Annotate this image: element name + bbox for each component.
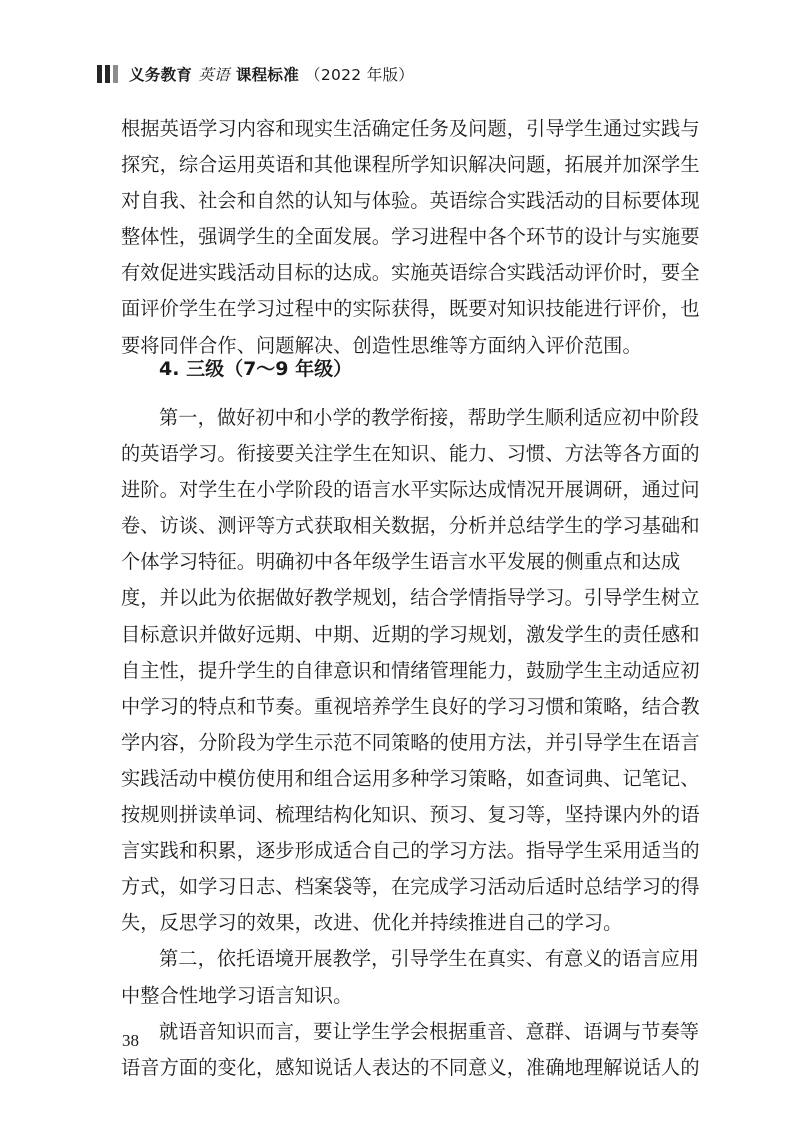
header-bar-marks (97, 65, 121, 83)
header-book: 义务教育 (129, 66, 193, 84)
text-line: 进阶。对学生在小学阶段的语言水平实际达成情况开展调研，通过问 (121, 478, 700, 502)
paragraph-first-line: 第二，依托语境开展教学，引导学生在真实、有意义的语言应用 (159, 947, 700, 971)
running-header (97, 62, 414, 86)
text-line: 目标意识并做好远期、中期、近期的学习规划，激发学生的责任感和 (121, 622, 700, 646)
paragraph-first-line: 第一，做好初中和小学的教学衔接，帮助学生顺利适应初中阶段 (159, 406, 700, 429)
section-heading (159, 354, 352, 384)
section-title: 三级（7～9 年级） (186, 358, 353, 380)
header-bar-mark (97, 65, 102, 83)
text-line: 失，反思学习的效果，改进、优化并持续推进自己的学习。 (121, 911, 623, 935)
header-bar-mark (113, 65, 118, 83)
header-title: 课程标准 (235, 66, 300, 84)
text-line: 言实践和积累，逐步形成适合自己的学习方法。指导学生采用适当的 (121, 839, 700, 863)
header-edition: （2022 年版） (305, 66, 415, 84)
section-number: 4. (159, 358, 180, 380)
text-line: 要将同伴合作、问题解决、创造性思维等方面纳入评价范围。 (121, 333, 642, 357)
paragraph-first-line: 就语音知识而言，要让学生学会根据重音、意群、语调与节奏等 (159, 1019, 700, 1043)
text-line: 卷、访谈、测评等方式获取相关数据，分析并总结学生的学习基础和 (121, 514, 700, 538)
intro-paragraph (121, 111, 700, 364)
text-line: 度，并以此为依据做好教学规划，结合学情指导学习。引导学生树立 (121, 586, 700, 610)
text-line: 按规则拼读单词、梳理结构化知识、预习、复习等，坚持课内外的语 (121, 803, 700, 827)
text-line: 有效促进实践活动目标的达成。实施英语综合实践活动评价时，要全 (121, 261, 700, 285)
header-subject: 英语 (198, 66, 230, 84)
text-line: 面评价学生在学习过程中的实际获得，既要对知识技能进行评价，也 (121, 297, 700, 321)
header-bar-mark (105, 65, 110, 83)
text-line: 语音方面的变化，感知说话人表达的不同意义，准确地理解说话人的 (121, 1055, 700, 1079)
text-line: 方式，如学习日志、档案袋等，在完成学习活动后适时总结学习的得 (121, 875, 700, 899)
text-line: 探究，综合运用英语和其他课程所学知识解决问题，拓展并加深学生 (121, 153, 700, 177)
text-line: 个体学习特征。明确初中各年级学生语言水平发展的侧重点和达成 (121, 550, 681, 574)
section-body (121, 400, 700, 1086)
text-line: 学内容，分阶段为学生示范不同策略的使用方法，并引导学生在语言 (121, 730, 700, 754)
text-line: 中整合性地学习语言知识。 (121, 983, 353, 1007)
text-line: 实践活动中模仿使用和组合运用多种学习策略，如查词典、记笔记、 (121, 766, 700, 790)
page-number: 38 (122, 1031, 139, 1050)
text-line: 根据英语学习内容和现实生活确定任务及问题，引导学生通过实践与 (121, 117, 700, 140)
text-line: 的英语学习。衔接要关注学生在知识、能力、习惯、方法等各方面的 (121, 442, 700, 466)
text-line: 自主性，提升学生的自律意识和情绪管理能力，鼓励学生主动适应初 (121, 658, 700, 682)
text-line: 中学习的特点和节奏。重视培养学生良好的学习习惯和策略，结合教 (121, 694, 700, 718)
text-line: 对自我、社会和自然的认知与体验。英语综合实践活动的目标要体现 (121, 189, 700, 213)
text-line: 整体性，强调学生的全面发展。学习进程中各个环节的设计与实施要 (121, 225, 700, 249)
